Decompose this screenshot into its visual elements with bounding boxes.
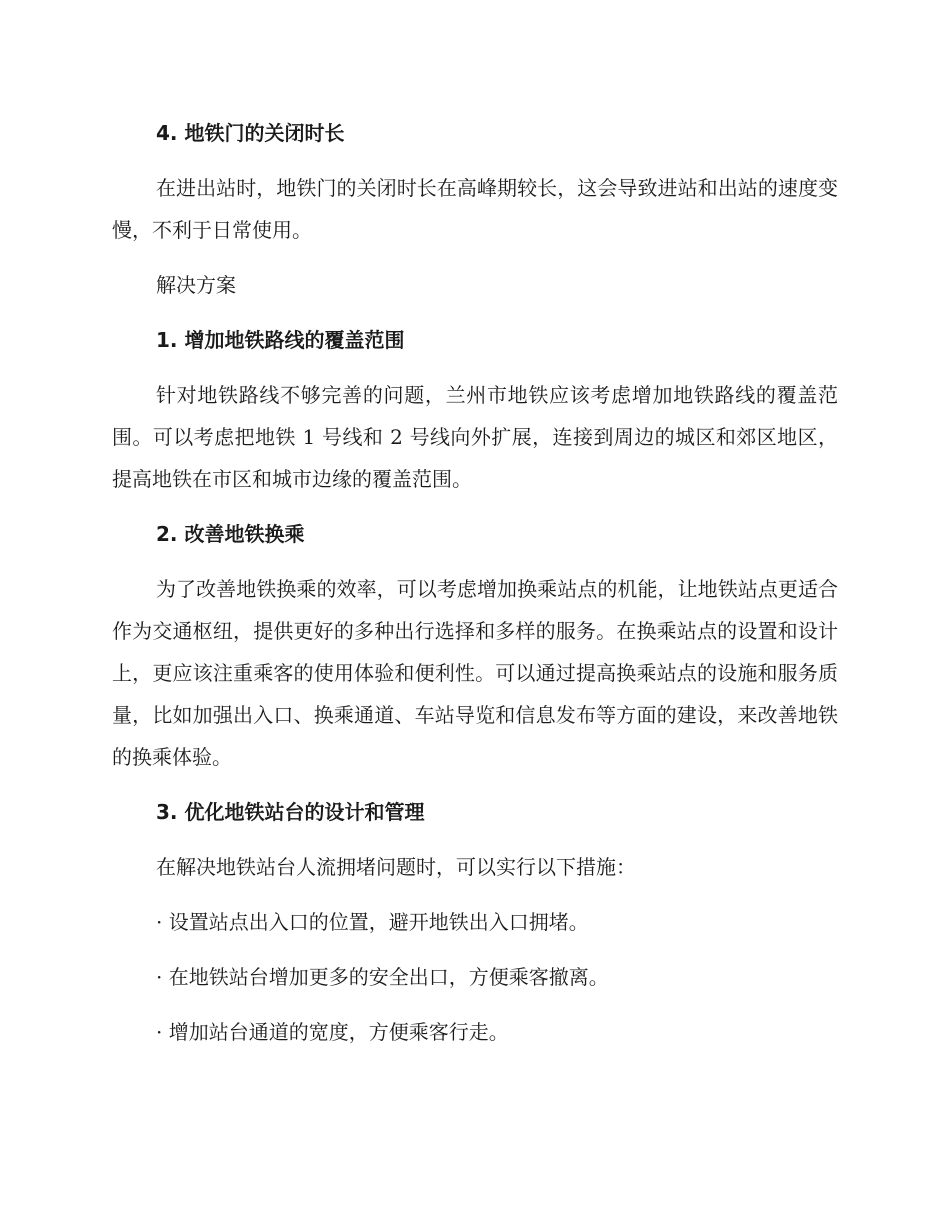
heading-coverage: 1. 增加地铁路线的覆盖范围: [156, 328, 405, 352]
paragraph-platform-intro: 在解决地铁站台人流拥堵问题时，可以实行以下措施：: [156, 855, 636, 879]
heading-door-closing: 4. 地铁门的关闭时长: [156, 121, 345, 145]
heading-platform: 3. 优化地铁站台的设计和管理: [156, 800, 425, 824]
paragraph-transfer: 为了改善地铁换乘的效率，可以考虑增加换乘站点的机能，让地铁站点更适合作为交通枢纽，提供更好的多种出行选择和多样的服务。在换乘站点的设置和设计上，更应该注重乘客的使用体验和便利性。可以通过提高换乘站点的设施和服务质量，比如加强出入口、换乘通道、车站导览和信息发布等方面的建设，来改善地铁的换乘体验。: [112, 577, 838, 769]
list-item: · 增加站台通道的宽度，方便乘客行走。: [156, 1020, 509, 1044]
list-item: · 在地铁站台增加更多的安全出口，方便乘客撤离。: [156, 965, 609, 989]
heading-solutions: 解决方案: [156, 273, 236, 297]
list-item: · 设置站点出入口的位置，避开地铁出入口拥堵。: [156, 910, 589, 934]
paragraph-door-closing: 在进出站时，地铁门的关闭时长在高峰期较长，这会导致进站和出站的速度变慢，不利于日常使用。: [112, 176, 838, 242]
heading-transfer: 2. 改善地铁换乘: [156, 522, 305, 546]
paragraph-coverage: 针对地铁路线不够完善的问题，兰州市地铁应该考虑增加地铁路线的覆盖范围。可以考虑把地铁 1 号线和 2 号线向外扩展，连接到周边的城区和郊区地区，提高地铁在市区和城市边缘的覆盖范围。: [112, 383, 838, 491]
